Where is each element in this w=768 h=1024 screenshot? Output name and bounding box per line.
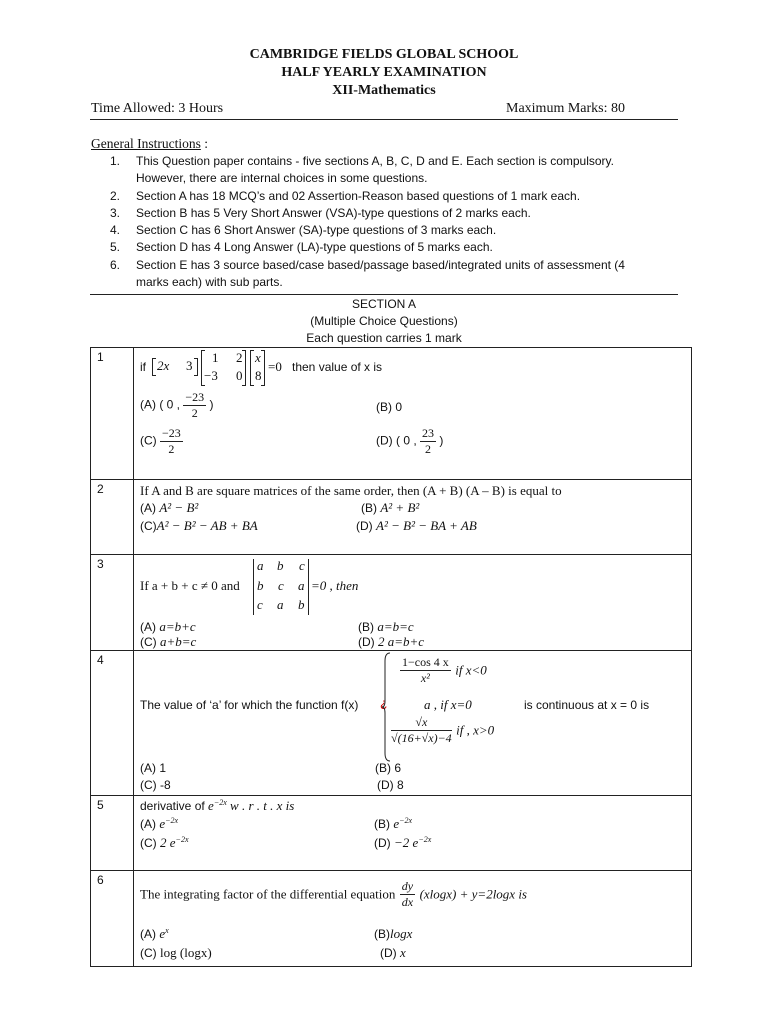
q1-tail: then value of x is — [292, 360, 383, 374]
time-allowed: Time Allowed: 3 Hours — [91, 101, 224, 116]
q4-case-3: $\frac{√x}{√(16+√x)-4}$ if , x>0 — [391, 715, 495, 745]
header-rule — [90, 119, 678, 120]
q4-option-d: (D) 8 — [377, 778, 404, 792]
instruction-item: 2. Section A has 18 MCQ’s and 02 Assertion-Reason based questions of 1 mark each. — [110, 188, 581, 203]
question-number: 3 — [97, 557, 104, 571]
q1-if: if — [140, 360, 146, 374]
question-row — [91, 480, 692, 555]
question-number: 6 — [97, 873, 104, 887]
question-number: 2 — [97, 482, 104, 496]
q4-option-c: (C) -8 — [140, 778, 171, 792]
q1-matrix: 1 — [212, 350, 219, 365]
exam-name: HALF YEARLY EXAMINATION — [281, 65, 487, 80]
q4-stem-tail: is continuous at x = 0 is — [524, 698, 650, 712]
q6-option-d: (D) x — [380, 945, 406, 960]
question-number: 4 — [97, 653, 104, 667]
q3-option-a: (A) a=b+c — [140, 619, 196, 634]
questions-table — [90, 347, 692, 967]
question-row — [91, 796, 692, 871]
q3-option-b: (B) a=b=c — [358, 619, 414, 634]
q4-option-a: (A) 1 — [140, 761, 167, 775]
q5-stem: derivative of $e^{-2x}$ w . r . t . x is — [140, 798, 295, 813]
q2-stem: If A and B are square matrices of the same order, then (A + B) (A – B) is equal to — [140, 483, 562, 498]
question-number: 5 — [97, 798, 104, 812]
q3-stem: If a + b + c ≠ 0 and — [140, 578, 240, 593]
q2-option-a: (A) A² − B² — [140, 500, 199, 515]
q2-option-c: (C)A² − B² − AB + BA — [140, 518, 258, 533]
question-row — [91, 348, 692, 480]
q1-option-a: (A) ( 0 , $\frac{-23}{2}$ ) — [140, 390, 214, 420]
left-brace-icon — [382, 651, 392, 763]
question-content — [134, 871, 692, 967]
q1-option-b: (B) 0 — [376, 400, 403, 414]
q5-option-b: (B) $e^{-2x}$ — [374, 816, 413, 831]
section-marks: Each question carries 1 mark — [306, 331, 462, 345]
q4-stem: The value of ‘a’ for which the function f(x) — [140, 698, 359, 712]
question-content — [134, 480, 692, 555]
q6-option-b: (B)logx — [374, 926, 413, 941]
instructions-list — [110, 153, 650, 291]
instructions-title: General Instructions : — [91, 136, 208, 151]
question-row — [91, 871, 692, 967]
q5-option-d: (D) −2 $e^{-2x}$ — [374, 835, 432, 850]
brace-glyph: ¿ — [380, 696, 388, 710]
question-row — [91, 555, 692, 651]
instruction-item: 6. Section E has 3 source based/case based/passage based/integrated units of assessment (4 marks each) with sub parts. — [110, 257, 625, 290]
q5-option-a: (A) $e^{-2x}$ — [140, 816, 179, 831]
instructions-rule — [90, 294, 678, 295]
maximum-marks: Maximum Marks: 80 — [506, 101, 625, 116]
exam-header — [0, 46, 768, 100]
q4-option-b: (B) 6 — [375, 761, 402, 775]
question-content — [134, 796, 692, 871]
question-content: if 2x 3 1 2 −3 0 x 8 =0 then value of x is (A) ( 0 , $\frac{-23}{2}$ ) (B) 0 (C) $\frac{-23}{2}$ (D) ( 0 , $\frac{23}{2}$ ) — [134, 348, 692, 480]
section-heading — [0, 296, 768, 347]
instruction-item: 1. This Question paper contains - five sections A, B, C, D and E. Each section is compulsory. However, there are internal choices in some questions. — [110, 154, 614, 186]
q1-row-vec: 2x — [157, 358, 170, 373]
q3-determinant: a — [257, 558, 264, 573]
q3-option-c: (C) a+b=c — [140, 634, 197, 649]
instruction-item: 3. Section B has 5 Very Short Answer (VSA)-type questions of 2 marks each. — [110, 205, 531, 220]
question-number: 1 — [97, 350, 104, 364]
q1-option-d: (D) ( 0 , $\frac{23}{2}$ ) — [376, 426, 444, 456]
q4-case-2: a , if x=0 — [424, 697, 472, 712]
q6-option-c: (C) log (logx) — [140, 945, 212, 960]
q6-stem: The integrating factor of the differential equation $\frac{dy}{dx}$ (xlogx) + y=2logx is — [140, 879, 527, 909]
q5-option-c: (C) 2 $e^{-2x}$ — [140, 835, 189, 850]
q4-case-1: $\frac{1-\cos 4 x}{\text{x²}}$ if x<0 — [402, 655, 487, 685]
instruction-item: 4. Section C has 6 Short Answer (SA)-type questions of 3 marks each. — [110, 223, 497, 238]
q1-col-vec: x — [255, 350, 261, 365]
subject-name: XII-Mathematics — [332, 83, 436, 98]
q1-option-c: (C) $\frac{-23}{2}$ — [140, 426, 181, 456]
question-content — [134, 651, 692, 796]
q3-stem-tail: =0 , then — [311, 578, 359, 593]
question-row — [91, 651, 692, 796]
section-name: SECTION A — [351, 297, 416, 311]
q3-option-d: (D) 2 a=b+c — [358, 634, 425, 649]
q2-option-d: (D) A² − B² − BA + AB — [356, 518, 477, 533]
section-type: (Multiple Choice Questions) — [310, 314, 458, 328]
instruction-item: 5. Section D has 4 Long Answer (LA)-type questions of 5 marks each. — [110, 240, 493, 255]
q2-option-b: (B) A² + B² — [361, 500, 420, 515]
school-name: CAMBRIDGE FIELDS GLOBAL SCHOOL — [249, 47, 519, 62]
question-content: If a + b + c ≠ 0 and a b c b c a c a b =0 , then (A) a=b+c (B) a=b=c (C) a+b=c (D) 2 a=b+c — [134, 555, 692, 651]
q6-option-a: (A) $e^x$ — [140, 926, 169, 941]
